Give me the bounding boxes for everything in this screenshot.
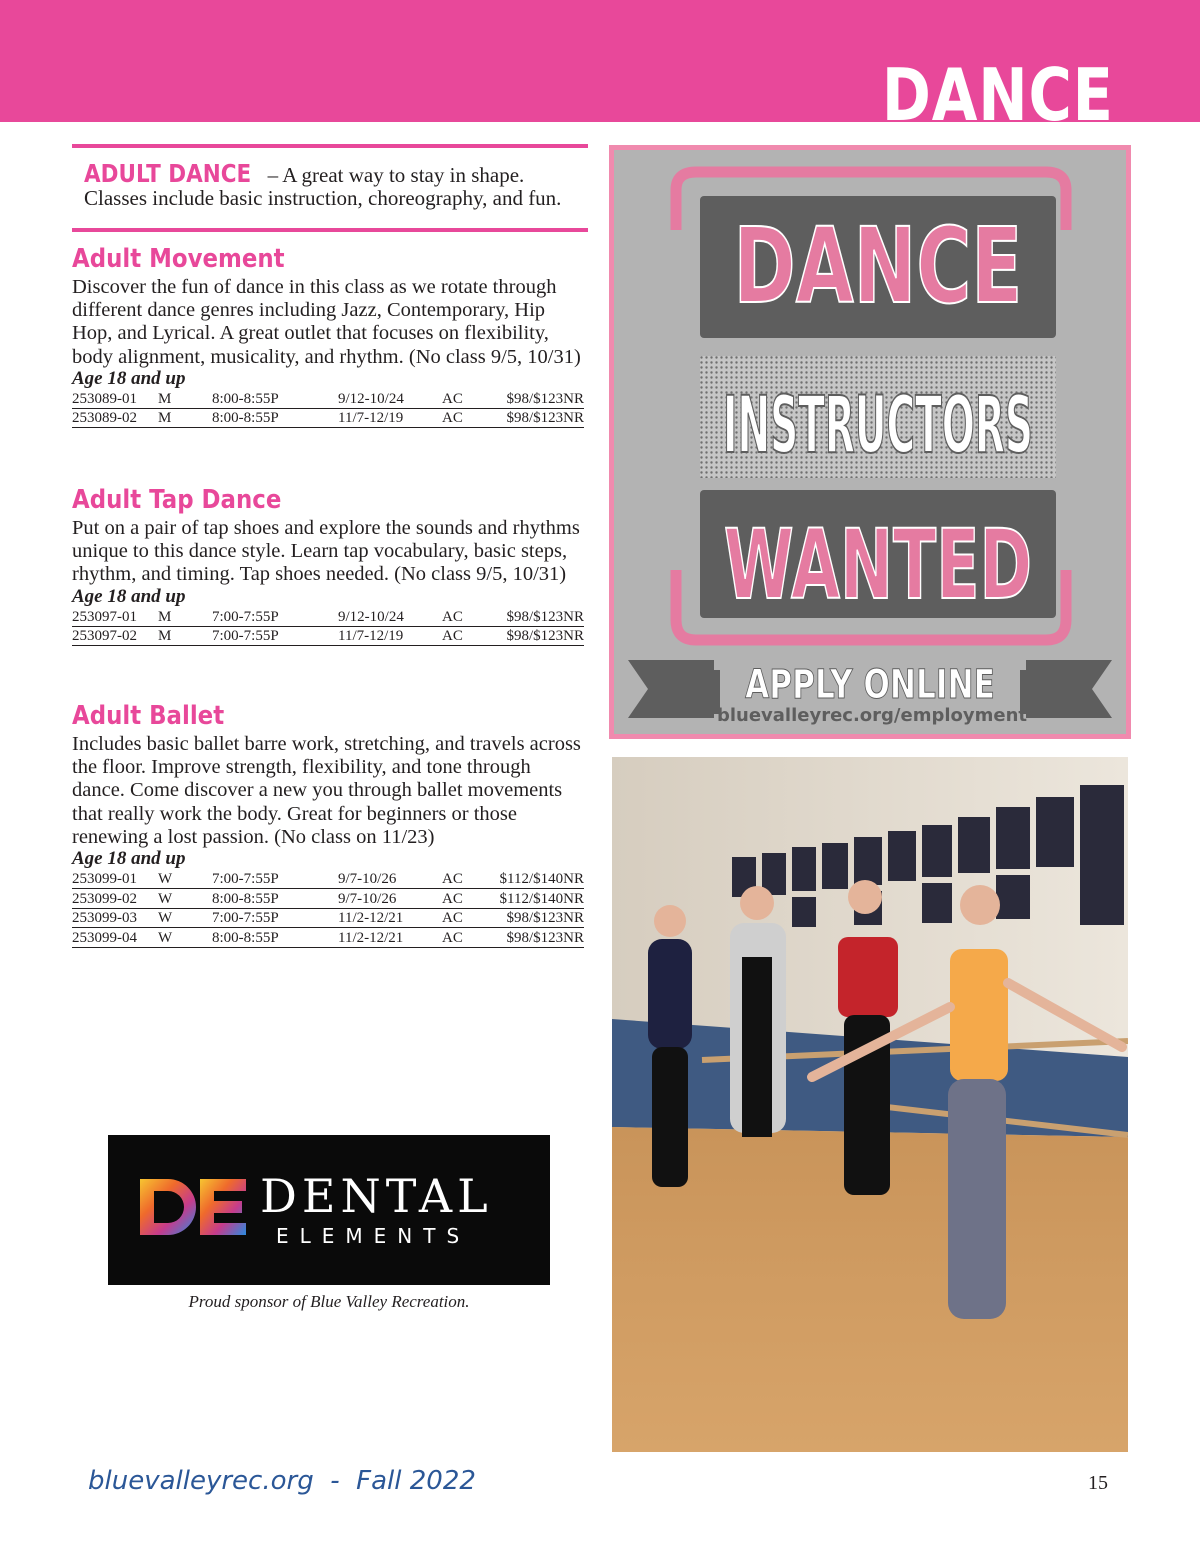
course-dates: 9/12-10/24 [338, 389, 442, 409]
course-day: M [158, 389, 212, 409]
course-code: 253099-03 [72, 908, 158, 928]
sponsor-subtitle: ELEMENTS [276, 1224, 471, 1248]
table-row [72, 626, 584, 646]
course-fee: $98/$123NR [490, 626, 584, 646]
section-age: Age 18 and up [72, 848, 186, 870]
class-table [72, 389, 584, 429]
course-fee: $98/$123NR [490, 908, 584, 928]
table-row [72, 889, 584, 909]
course-time: 8:00-8:55P [212, 408, 338, 428]
section-adult-tap-dance [72, 485, 588, 646]
course-fee: $98/$123NR [490, 607, 584, 627]
course-location: AC [442, 928, 490, 948]
course-location: AC [442, 889, 490, 909]
class-table [72, 869, 584, 948]
course-fee: $98/$123NR [490, 389, 584, 409]
course-location: AC [442, 869, 490, 889]
course-time: 8:00-8:55P [212, 889, 338, 909]
course-code: 253099-02 [72, 889, 158, 909]
poster-line-1: DANCE [733, 206, 1023, 328]
course-code: 253097-01 [72, 607, 158, 627]
section-description: Includes basic ballet barre work, stretching, and travels across the floor. Improve strength, flexibility, and tone through dance. Come discover a new you through ballet movements that really work the body. Great for beginners or those renewing a lost passion. (No class on 11/23) [72, 733, 581, 848]
course-fee: $98/$123NR [490, 408, 584, 428]
section-description: Discover the fun of dance in this class as we rotate through different dance genres including Jazz, Contemporary, Hip Hop, and Lyrical. A great outlet that focuses on flexibility, body alignment, musicality, and rhythm. (No class 9/5, 10/31) [72, 276, 581, 368]
section-description: Put on a pair of tap shoes and explore the sounds and rhythms unique to this dance style. Learn tap vocabulary, basic steps, rhythm, and timing. Tap shoes needed. (No class 9/5, 10/31) [72, 517, 580, 586]
course-dates: 9/7-10/26 [338, 869, 442, 889]
course-code: 253099-01 [72, 869, 158, 889]
course-location: AC [442, 626, 490, 646]
course-fee: $112/$140NR [490, 869, 584, 889]
course-code: 253089-02 [72, 408, 158, 428]
poster-url: bluevalleyrec.org/employment [716, 705, 1028, 726]
course-time: 7:00-7:55P [212, 607, 338, 627]
course-day: M [158, 626, 212, 646]
header-band [0, 0, 1200, 137]
course-dates: 9/12-10/24 [338, 607, 442, 627]
section-age: Age 18 and up [72, 585, 186, 607]
poster-background [614, 150, 1126, 734]
section-title: Adult Tap Dance [72, 485, 282, 515]
course-code: 253099-04 [72, 928, 158, 948]
dental-elements-logo-icon [138, 1177, 248, 1237]
sponsor-logo[interactable] [108, 1135, 550, 1285]
table-row [72, 389, 584, 409]
page-number: 15 [1088, 1472, 1108, 1494]
footer-site: bluevalleyrec.org - Fall 2022 [88, 1466, 476, 1496]
course-dates: 11/2-12/21 [338, 928, 442, 948]
intro-box [72, 144, 588, 232]
course-time: 7:00-7:55P [212, 626, 338, 646]
course-day: W [158, 908, 212, 928]
poster-line-2: INSTRUCTORS [722, 379, 1034, 471]
class-table [72, 607, 584, 647]
course-location: AC [442, 908, 490, 928]
poster-cta: APPLY ONLINE [745, 662, 995, 709]
course-day: M [158, 408, 212, 428]
course-day: W [158, 928, 212, 948]
course-day: M [158, 607, 212, 627]
intro-paragraph [84, 159, 576, 210]
poster-graphic [614, 150, 1126, 734]
course-day: W [158, 869, 212, 889]
poster-line-3: WANTED [723, 510, 1033, 622]
sponsor-caption: Proud sponsor of Blue Valley Recreation. [188, 1292, 470, 1311]
section-title: Adult Ballet [72, 701, 225, 731]
intro-text: – A great way to stay in shape. Classes include basic instruction, choreography, and fun. [84, 163, 562, 210]
course-code: 253089-01 [72, 389, 158, 409]
course-time: 8:00-8:55P [212, 928, 338, 948]
course-time: 7:00-7:55P [212, 908, 338, 928]
table-row [72, 908, 584, 928]
course-dates: 9/7-10/26 [338, 889, 442, 909]
page-title: DANCE [882, 53, 1114, 137]
course-location: AC [442, 607, 490, 627]
course-fee: $112/$140NR [490, 889, 584, 909]
table-row [72, 869, 584, 889]
photo-illustration [612, 757, 1128, 1452]
course-day: W [158, 889, 212, 909]
section-title: Adult Movement [72, 244, 285, 274]
course-code: 253097-02 [72, 626, 158, 646]
sponsor-name: DENTAL [260, 1169, 493, 1223]
course-time: 8:00-8:55P [212, 389, 338, 409]
course-dates: 11/7-12/19 [338, 408, 442, 428]
table-row [72, 408, 584, 428]
table-row [72, 607, 584, 627]
course-dates: 11/7-12/19 [338, 626, 442, 646]
course-fee: $98/$123NR [490, 928, 584, 948]
course-location: AC [442, 408, 490, 428]
course-dates: 11/2-12/21 [338, 908, 442, 928]
intro-heading: ADULT DANCE [84, 159, 252, 188]
section-adult-ballet [72, 701, 588, 948]
ballet-class-photo [612, 757, 1128, 1452]
instructors-wanted-ad[interactable] [609, 145, 1131, 739]
section-adult-movement [72, 244, 588, 428]
course-time: 7:00-7:55P [212, 869, 338, 889]
course-location: AC [442, 389, 490, 409]
table-row [72, 928, 584, 948]
section-age: Age 18 and up [72, 367, 186, 389]
